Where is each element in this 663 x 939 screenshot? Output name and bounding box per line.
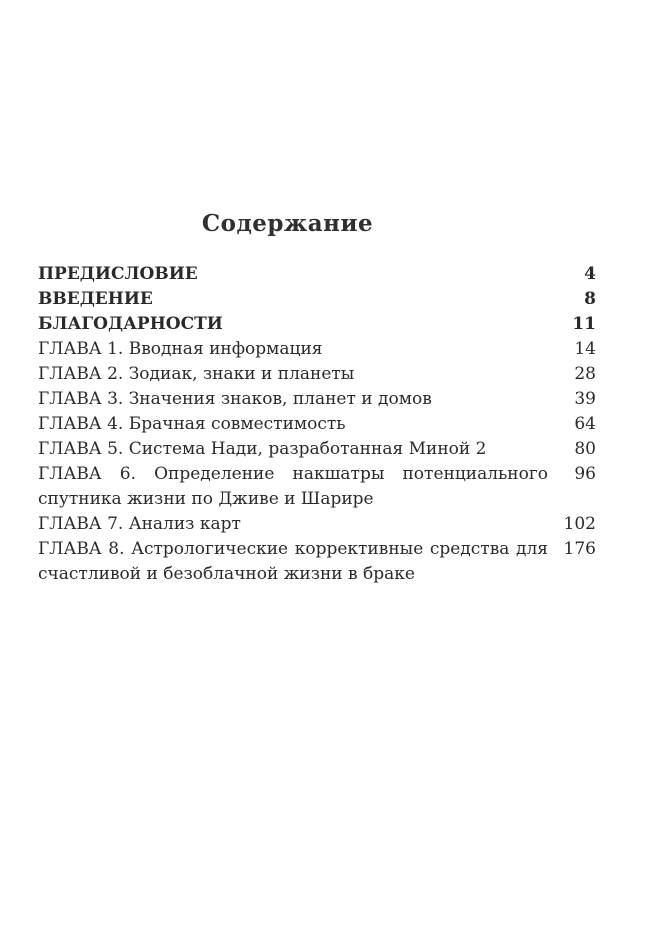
toc-entry-label: ГЛАВА 1. Вводная информация <box>38 339 323 359</box>
toc-entry-page: 64 <box>574 414 596 434</box>
toc-entry[interactable] <box>38 512 596 537</box>
toc-entry-page: 80 <box>574 439 596 459</box>
table-of-contents <box>38 262 596 587</box>
toc-entry-page: 176 <box>563 539 596 559</box>
toc-entry-label: ГЛАВА 2. Зодиак, знаки и планеты <box>38 364 355 384</box>
toc-entry-page: 39 <box>574 389 596 409</box>
toc-entry[interactable] <box>38 362 596 387</box>
toc-entry-page: 28 <box>574 364 596 384</box>
toc-entry-label: ГЛАВА 5. Система Нади, разработанная Миной 2 <box>38 439 487 459</box>
toc-entry-label: ГЛАВА 7. Анализ карт <box>38 514 241 534</box>
toc-entry-label: ВВЕДЕНИЕ <box>38 289 153 309</box>
toc-entry[interactable] <box>38 337 596 362</box>
toc-entry-page: 8 <box>584 289 596 309</box>
toc-entry-page: 11 <box>572 314 596 334</box>
toc-entry-page: 4 <box>584 264 596 284</box>
toc-entry-page: 14 <box>574 339 596 359</box>
toc-entry-label: БЛАГОДАРНОСТИ <box>38 314 223 334</box>
toc-entry[interactable] <box>38 287 596 312</box>
toc-entry[interactable] <box>38 437 596 462</box>
toc-entry[interactable] <box>38 462 596 512</box>
toc-entry[interactable] <box>38 312 596 337</box>
toc-entry[interactable] <box>38 387 596 412</box>
toc-entry-label: ГЛАВА 4. Брачная совместимость <box>38 414 346 434</box>
toc-entry-page: 102 <box>563 514 596 534</box>
toc-entry-label: ГЛАВА 8. Астрологические коррективные средства для счастливой и безоблачной жизни в браке <box>38 539 548 584</box>
page-title: Содержание <box>201 210 374 237</box>
toc-entry-label: ГЛАВА 3. Значения знаков, планет и домов <box>38 389 432 409</box>
toc-entry[interactable] <box>38 537 596 587</box>
toc-entry-label: ПРЕДИСЛОВИЕ <box>38 264 198 284</box>
toc-entry-label: ГЛАВА 6. Определение накшатры потенциального спутника жизни по Дживе и Шарире <box>38 464 548 509</box>
toc-entry-page: 96 <box>574 464 596 484</box>
toc-entry[interactable] <box>38 412 596 437</box>
toc-entry[interactable] <box>38 262 596 287</box>
